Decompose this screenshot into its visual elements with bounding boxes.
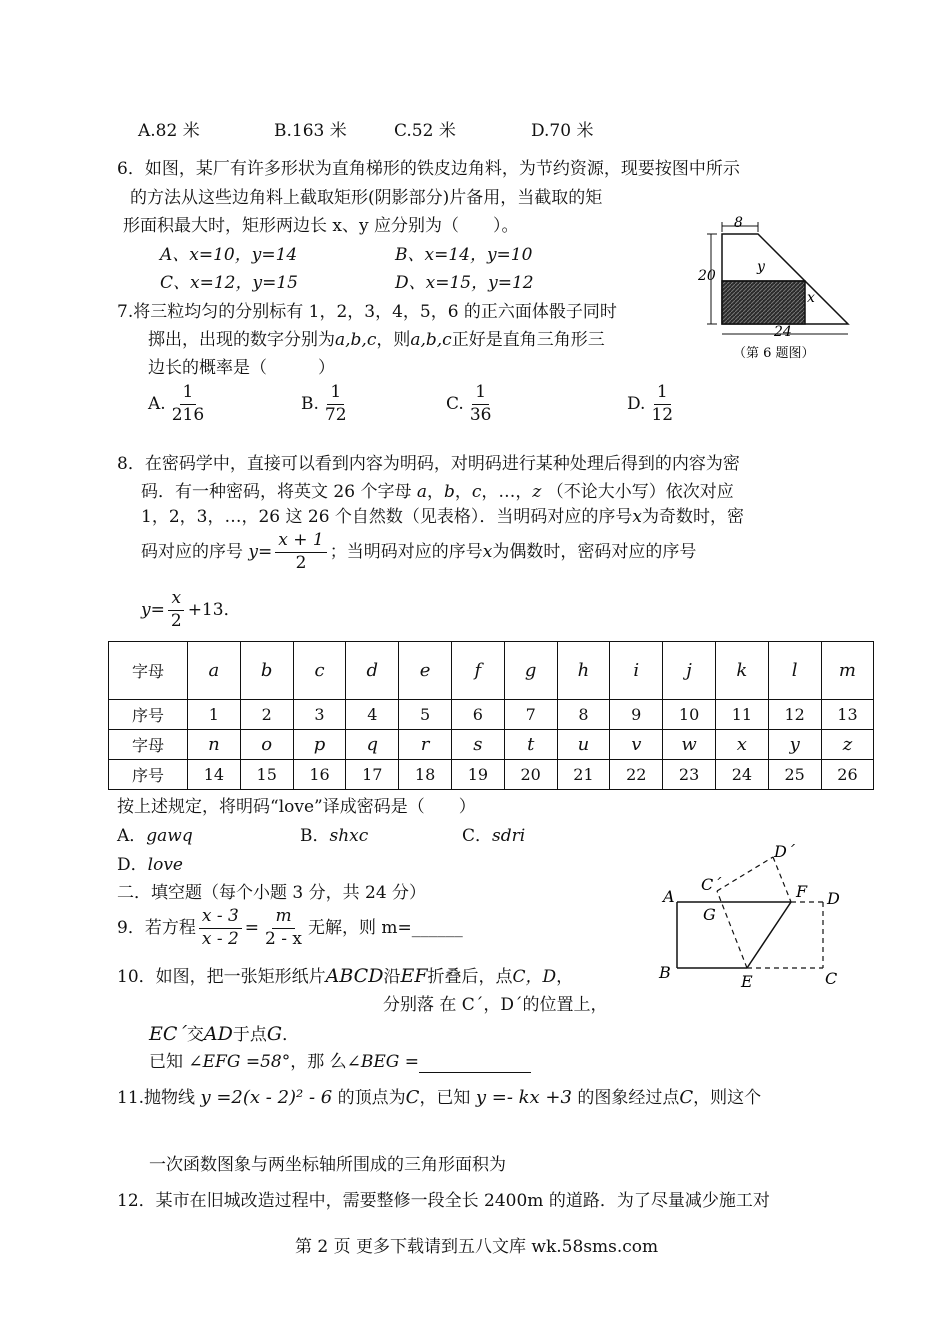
table-cell: g bbox=[504, 642, 557, 700]
label-F: F bbox=[796, 882, 808, 901]
q10-folding-figure bbox=[655, 835, 855, 997]
header-index: 序号 bbox=[109, 700, 188, 730]
header-letter: 字母 bbox=[109, 642, 188, 700]
header-index: 序号 bbox=[109, 760, 188, 790]
table-cell: 8 bbox=[557, 700, 610, 730]
q11-line-2: 一次函数图象与两坐标轴所围成的三角形面积为 bbox=[149, 1155, 506, 1175]
table-cell: y bbox=[768, 730, 821, 760]
table-cell: 19 bbox=[451, 760, 504, 790]
label-y: y bbox=[757, 259, 765, 275]
table-cell: 21 bbox=[557, 760, 610, 790]
table-cell: 25 bbox=[768, 760, 821, 790]
q6-line-2: 的方法从这些边角料上截取矩形(阴影部分)片备用，当截取的矩 bbox=[130, 188, 603, 208]
q11-line-1: 11.抛物线 y =2(x - 2)² - 6 的顶点为C，已知 y =- kx +3 的图象经过点C，则这个 bbox=[117, 1087, 762, 1108]
q6-option-b: B、x=14，y=10 bbox=[395, 245, 533, 265]
answer-blank[interactable] bbox=[419, 1052, 531, 1073]
table-cell: 12 bbox=[768, 700, 821, 730]
label-D1: D´ bbox=[774, 842, 795, 861]
q7-option-a: A. $\frac{1}{216}$ bbox=[148, 382, 205, 425]
page-footer: 第 2 页 更多下载请到五八文库 wk.58sms.com bbox=[295, 1237, 659, 1257]
label-bottom: 24 bbox=[774, 324, 792, 340]
table-cell: 20 bbox=[504, 760, 557, 790]
figure-caption: （第 6 题图） bbox=[733, 346, 815, 361]
q8-line-2: 码．有一种密码，将英文 26 个字母 a，b，c，…，z （不论大小写）依次对应 bbox=[141, 482, 734, 502]
q7-line-1: 7.将三粒均匀的分别标有 1，2，3，4，5，6 的正六面体骰子同时 bbox=[117, 302, 617, 322]
header-letter: 字母 bbox=[109, 730, 188, 760]
q10-line-2: 分别落 在 C´，D´的位置上， bbox=[383, 995, 608, 1015]
table-cell: p bbox=[293, 730, 346, 760]
q8-line-5: y= $\frac{x}{2}$ +13． bbox=[141, 588, 241, 631]
q6-line-3: 形面积最大时，矩形两边长 x、y 应分别为（ ）。 bbox=[123, 216, 519, 236]
table-cell: s bbox=[451, 730, 504, 760]
table-cell: l bbox=[768, 642, 821, 700]
table-cell: h bbox=[557, 642, 610, 700]
table-cell: n bbox=[188, 730, 241, 760]
q7-option-d: D. $\frac{1}{12}$ bbox=[627, 382, 674, 425]
table-cell: t bbox=[504, 730, 557, 760]
table-cell: v bbox=[610, 730, 663, 760]
q7-option-b: B. $\frac{1}{72}$ bbox=[301, 382, 347, 425]
table-cell: w bbox=[663, 730, 716, 760]
q8-option-d: D．love bbox=[117, 855, 183, 875]
table-cell: 13 bbox=[821, 700, 874, 730]
q7-option-c: C. $\frac{1}{36}$ bbox=[446, 382, 492, 425]
q12-line-1: 12．某市在旧城改造过程中，需要整修一段全长 2400m 的道路．为了尽量减少施工对 bbox=[117, 1191, 770, 1211]
table-row bbox=[109, 760, 874, 790]
q10-line-3: EC´交AD于点G． bbox=[149, 1023, 300, 1045]
table-cell: 9 bbox=[610, 700, 663, 730]
label-left: 20 bbox=[698, 268, 716, 284]
table-cell: i bbox=[610, 642, 663, 700]
q6-line-1: 6．如图，某厂有许多形状为直角梯形的铁皮边角料，为节约资源，现要按图中所示 bbox=[117, 159, 740, 179]
edge-D1F bbox=[773, 857, 791, 902]
table-cell: z bbox=[821, 730, 874, 760]
q7-line-2: 掷出，出现的数字分别为a,b,c，则a,b,c正好是直角三角形三 bbox=[148, 330, 605, 350]
q8-question: 按上述规定，将明码“love”译成密码是（ ） bbox=[117, 797, 476, 817]
table-cell: q bbox=[346, 730, 399, 760]
table-cell: 18 bbox=[399, 760, 452, 790]
q6-option-a: A、x=10，y=14 bbox=[160, 245, 298, 265]
table-cell: 22 bbox=[610, 760, 663, 790]
q8-option-c: C．sdri bbox=[462, 826, 526, 846]
label-C: C bbox=[825, 969, 838, 988]
table-cell: c bbox=[293, 642, 346, 700]
table-cell: 6 bbox=[451, 700, 504, 730]
table-row bbox=[109, 730, 874, 760]
table-cell: m bbox=[821, 642, 874, 700]
q6-trapezoid-figure bbox=[695, 212, 860, 367]
label-x: x bbox=[807, 290, 815, 306]
label-D: D bbox=[827, 889, 840, 908]
section-title: 二．填空题（每个小题 3 分，共 24 分） bbox=[117, 883, 427, 903]
table-cell: 17 bbox=[346, 760, 399, 790]
table-cell: x bbox=[715, 730, 768, 760]
table-cell: k bbox=[715, 642, 768, 700]
edge-C1D1 bbox=[717, 857, 773, 891]
table-cell: 26 bbox=[821, 760, 874, 790]
table-cell: 24 bbox=[715, 760, 768, 790]
table-cell: u bbox=[557, 730, 610, 760]
table-row bbox=[109, 642, 874, 700]
shaded-rectangle bbox=[722, 281, 805, 324]
q8-line-3: 1，2，3，…，26 这 26 个自然数（见表格）．当明码对应的序号x为奇数时，密 bbox=[141, 507, 745, 527]
q5-option-a: A.82 米 bbox=[138, 121, 200, 141]
table-cell: f bbox=[451, 642, 504, 700]
table-cell: 16 bbox=[293, 760, 346, 790]
q10-line-1: 10．如图，把一张矩形纸片ABCD沿EF折叠后，点C，D， bbox=[117, 965, 574, 987]
q8-option-b: B．shxc bbox=[300, 826, 369, 846]
q8-line-1: 8．在密码学中，直接可以看到内容为明码，对明码进行某种处理后得到的内容为密 bbox=[117, 454, 740, 474]
table-cell: r bbox=[399, 730, 452, 760]
label-B: B bbox=[659, 963, 671, 982]
table-cell: d bbox=[346, 642, 399, 700]
label-top: 8 bbox=[734, 215, 743, 231]
table-cell: 2 bbox=[240, 700, 293, 730]
table-cell: a bbox=[188, 642, 241, 700]
table-cell: 3 bbox=[293, 700, 346, 730]
label-A: A bbox=[663, 887, 675, 906]
cipher-table bbox=[108, 641, 874, 790]
q5-option-b: B.163 米 bbox=[274, 121, 347, 141]
table-cell: 5 bbox=[399, 700, 452, 730]
q9: 9．若方程 $\frac{x - 3}{x - 2}$ = $\frac{m}{2 - x}$ 无解，则 m=______ bbox=[117, 906, 463, 949]
q8-line-4: 码对应的序号 y= $\frac{x + 1}{2}$ ；当明码对应的序号x为偶数时，密码对应的序号 bbox=[141, 530, 697, 573]
q8-option-a: A．gawq bbox=[117, 826, 193, 846]
q5-option-c: C.52 米 bbox=[394, 121, 456, 141]
q6-option-d: D、x=15，y=12 bbox=[395, 273, 534, 293]
table-cell: 7 bbox=[504, 700, 557, 730]
table-row bbox=[109, 700, 874, 730]
q6-option-c: C、x=12，y=15 bbox=[160, 273, 298, 293]
label-E: E bbox=[741, 972, 753, 991]
table-cell: j bbox=[663, 642, 716, 700]
label-C1: C´ bbox=[701, 875, 722, 894]
table-cell: b bbox=[240, 642, 293, 700]
table-cell: 15 bbox=[240, 760, 293, 790]
table-cell: 10 bbox=[663, 700, 716, 730]
table-cell: 14 bbox=[188, 760, 241, 790]
table-cell: 11 bbox=[715, 700, 768, 730]
table-cell: 23 bbox=[663, 760, 716, 790]
label-G: G bbox=[703, 905, 716, 924]
table-cell: o bbox=[240, 730, 293, 760]
q7-line-3: 边长的概率是（ ） bbox=[148, 358, 335, 378]
table-cell: 4 bbox=[346, 700, 399, 730]
fold-EF bbox=[747, 902, 791, 968]
q5-option-d: D.70 米 bbox=[531, 121, 594, 141]
table-cell: 1 bbox=[188, 700, 241, 730]
table-cell: e bbox=[399, 642, 452, 700]
q10-line-4: 已知 ∠EFG =58°，那 么∠BEG = bbox=[149, 1047, 531, 1073]
